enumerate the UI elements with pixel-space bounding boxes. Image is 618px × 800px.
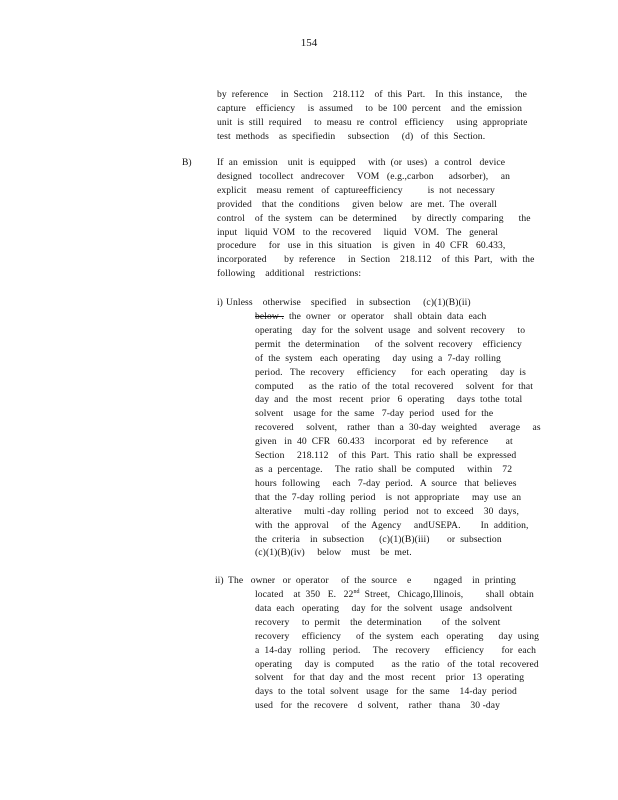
text-line: unit is still required to measu re control efficiency using appropriate bbox=[217, 116, 528, 128]
text-line: recovered solvent, rather than a 30-day weighted average as bbox=[255, 422, 541, 434]
text-fragment: Street, Chicago,Illinois, shall obtain bbox=[359, 589, 534, 600]
text-line: by reference in Section 218.112 of this Part. In this instance, the bbox=[217, 89, 527, 100]
page-number: 154 bbox=[300, 37, 318, 49]
text-line: alterative multi -day rolling period not to exceed 30 days, bbox=[255, 505, 519, 517]
text-line: data each operating day for the solvent usage andsolvent bbox=[255, 602, 513, 614]
text-line: solvent usage for the same 7-day period used for the bbox=[255, 408, 494, 420]
item-ii-marker: ii) bbox=[215, 575, 224, 586]
text-line bbox=[255, 310, 541, 324]
text-line: used for the recovere d solvent, rather thana 30 -day bbox=[255, 700, 501, 712]
text-line: Unless otherwise specified in subsection (c)(1)(B)(ii) bbox=[226, 297, 471, 308]
text-line: The owner or operator of the source e ngaged in printing bbox=[228, 575, 516, 586]
text-line: incorporated by reference in Section 218.112 of this Part, with the bbox=[217, 254, 535, 266]
text-line: explicit measu rement of captureefficiency is not necessary bbox=[217, 184, 495, 196]
text-line: recovery efficiency of the system each operating day using bbox=[255, 630, 539, 642]
text-line: hours following each 7-day period. A source that believes bbox=[255, 477, 517, 489]
text-line: operating day is computed as the ratio of the total recovered bbox=[255, 658, 539, 670]
text-line: procedure for use in this situation is given in 40 CFR 60.433, bbox=[217, 240, 506, 252]
superscript: nd bbox=[353, 588, 360, 595]
text-line: day and the most recent prior 6 operating days tothe total bbox=[255, 394, 523, 406]
text-line bbox=[255, 588, 539, 602]
intro-paragraph bbox=[217, 88, 527, 144]
text-line: with the approval of the Agency andUSEPA. In addition, bbox=[255, 519, 529, 531]
text-fragment: the owner or operator shall obtain data each bbox=[283, 311, 487, 322]
item-ii-first-line bbox=[228, 574, 516, 588]
text-line: of the system each operating day using a 7-day rolling bbox=[255, 352, 501, 364]
text-line: the criteria in subsection (c)(1)(B)(iii) or subsection bbox=[255, 533, 502, 545]
text-line: computed as the ratio of the total recovered solvent for that bbox=[255, 380, 534, 392]
text-line: designed tocollect andrecover VOM (e.g.,carbon adsorber), an bbox=[217, 170, 511, 182]
text-line: following additional restrictions: bbox=[217, 268, 362, 280]
item-i-marker: i) bbox=[217, 297, 223, 308]
text-line: that the 7-day rolling period is not appropriate may use an bbox=[255, 491, 522, 503]
text-fragment: located at 350 E. 22 bbox=[255, 589, 354, 600]
text-line: capture efficiency is assumed to be 100 percent and the emission bbox=[217, 102, 523, 114]
text-line: Section 218.112 of this Part. This ratio shall be expressed bbox=[255, 450, 517, 462]
section-b-paragraph bbox=[217, 156, 534, 281]
text-line: input liquid VOM to the recovered liquid VOM. The general bbox=[217, 226, 499, 238]
text-line: days to the total solvent usage for the same 14-day period bbox=[255, 686, 517, 698]
text-line: permit the determination of the solvent recovery efficiency bbox=[255, 338, 522, 350]
item-i-paragraph bbox=[255, 310, 541, 560]
text-line: as a percentage. The ratio shall be computed within 72 bbox=[255, 463, 513, 475]
text-line: solvent for that day and the most recent prior 13 operating bbox=[255, 672, 525, 684]
text-line: a 14-day rolling period. The recovery efficiency for each bbox=[255, 644, 536, 656]
text-line: provided that the conditions given below are met. The overall bbox=[217, 198, 497, 210]
text-line: period. The recovery efficiency for each operating day is bbox=[255, 366, 526, 378]
text-line: recovery to permit the determination of the solvent bbox=[255, 616, 501, 628]
item-i-first-line bbox=[226, 296, 471, 310]
text-line: operating day for the solvent usage and solvent recovery to bbox=[255, 324, 526, 336]
text-line: (c)(1)(B)(iv) below must be met. bbox=[255, 547, 412, 559]
struck-text: below . bbox=[255, 311, 284, 322]
text-line: test methods as specifiedin subsection (d) of this Section. bbox=[217, 130, 486, 142]
text-line: If an emission unit is equipped with (or uses) a control device bbox=[217, 157, 506, 168]
item-ii-paragraph bbox=[255, 588, 539, 713]
text-line: control of the system can be determined by directly comparing the bbox=[217, 212, 531, 224]
text-line: given in 40 CFR 60.433 incorporat ed by reference at bbox=[255, 436, 513, 448]
section-b-marker: B) bbox=[182, 157, 192, 168]
